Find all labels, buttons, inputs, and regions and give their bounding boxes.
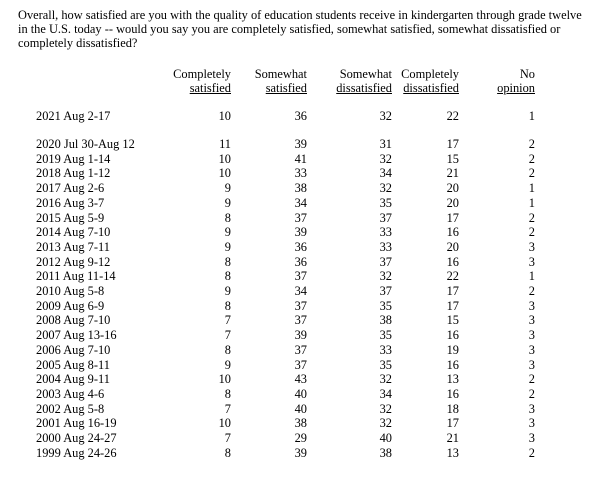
row-value: 38: [379, 445, 392, 460]
table-row: [0, 299, 600, 313]
row-value: 39: [294, 137, 307, 151]
row-value: 1: [528, 269, 535, 284]
row-value: 8: [224, 386, 231, 401]
row-value: 32: [379, 416, 392, 431]
row-value: 33: [294, 166, 307, 181]
row-value: 15: [446, 151, 459, 166]
column-header-completely-satisfied: [173, 67, 231, 95]
row-date: 2001 Aug 16-19: [36, 416, 117, 431]
row-value: 36: [294, 109, 307, 123]
row-date: 2008 Aug 7-10: [36, 313, 111, 328]
row-value: 43: [294, 372, 307, 387]
row-value: 2: [528, 210, 535, 225]
row-date: 2010 Aug 5-8: [36, 284, 105, 298]
row-value: 33: [379, 239, 392, 254]
row-value: 20: [446, 195, 459, 210]
column-header-line2: opinion: [497, 81, 535, 95]
row-value: 1: [528, 181, 535, 196]
row-value: 3: [528, 298, 535, 313]
row-value: 17: [446, 210, 459, 225]
row-value: 39: [294, 328, 307, 343]
row-value: 8: [224, 254, 231, 269]
row-value: 20: [446, 181, 459, 196]
question-text: Overall, how satisfied are you with the quality of education students receive in kindergarten through grade twelve in the U.S. today -- would you say you are completely satisfied, somewhat satisfied, somewhat dissatisfied or completely dissatisfied?: [18, 8, 582, 50]
row-value: 37: [294, 269, 307, 284]
row-value: 36: [294, 254, 307, 269]
row-value: 35: [379, 195, 392, 210]
column-header-line1: No: [519, 67, 535, 81]
row-value: 35: [379, 357, 392, 372]
table-row: [0, 211, 600, 225]
row-value: 19: [446, 342, 459, 357]
table-row: [0, 416, 600, 430]
table-row: [0, 284, 600, 298]
row-value: 10: [218, 416, 231, 431]
column-header-line1: Completely: [173, 67, 231, 81]
row-date: 2007 Aug 13-16: [36, 328, 117, 343]
row-value: 17: [446, 298, 459, 313]
column-header-line2: dissatisfied: [336, 81, 392, 95]
row-value: 41: [294, 151, 307, 166]
table-row: [0, 402, 600, 416]
row-value: 21: [446, 166, 459, 181]
table-row: [0, 343, 600, 357]
row-value: 1: [528, 109, 535, 123]
row-value: 38: [379, 313, 392, 328]
row-value: 7: [224, 313, 231, 328]
row-date: 2009 Aug 6-9: [36, 298, 105, 313]
row-date: 2012 Aug 9-12: [36, 254, 111, 269]
row-value: 16: [446, 328, 459, 343]
row-value: 2: [528, 137, 535, 151]
row-value: 3: [528, 357, 535, 372]
row-value: 17: [446, 416, 459, 431]
column-header-somewhat-satisfied: [255, 67, 307, 95]
row-value: 9: [224, 357, 231, 372]
row-value: 37: [294, 342, 307, 357]
column-header-no-opinion: [497, 67, 535, 95]
row-date: 2017 Aug 2-6: [36, 181, 105, 196]
row-date: 2020 Jul 30-Aug 12: [36, 137, 135, 151]
row-value: 40: [294, 401, 307, 416]
row-value: 36: [294, 239, 307, 254]
row-value: 9: [224, 225, 231, 240]
row-date: 2019 Aug 1-14: [36, 151, 111, 166]
row-value: 39: [294, 445, 307, 460]
table-row: [0, 196, 600, 210]
table-row: [0, 446, 600, 460]
row-value: 37: [294, 313, 307, 328]
row-date: 2002 Aug 5-8: [36, 401, 105, 416]
row-value: 15: [446, 313, 459, 328]
column-header-line1: Completely: [401, 67, 459, 81]
row-date: 2003 Aug 4-6: [36, 386, 105, 401]
table-row: [0, 181, 600, 195]
row-date: 2021 Aug 2-17: [36, 109, 111, 123]
row-value: 17: [446, 284, 459, 298]
row-date: 2016 Aug 3-7: [36, 195, 105, 210]
column-header-completely-dissatisfied: [401, 67, 459, 95]
row-value: 3: [528, 401, 535, 416]
row-value: 29: [294, 431, 307, 445]
table-row: [0, 328, 600, 342]
row-value: 16: [446, 357, 459, 372]
row-date: 2006 Aug 7-10: [36, 342, 111, 357]
row-value: 37: [379, 254, 392, 269]
column-header-line2: dissatisfied: [403, 81, 459, 95]
row-value: 8: [224, 298, 231, 313]
table-row: [0, 372, 600, 386]
row-value: 32: [379, 401, 392, 416]
table-row: [0, 358, 600, 372]
row-value: 7: [224, 328, 231, 343]
row-value: 10: [218, 166, 231, 181]
row-value: 3: [528, 416, 535, 431]
row-date: 2013 Aug 7-11: [36, 239, 110, 254]
row-value: 3: [528, 342, 535, 357]
row-value: 37: [379, 284, 392, 298]
row-value: 3: [528, 313, 535, 328]
row-date: 2015 Aug 5-9: [36, 210, 105, 225]
row-value: 8: [224, 210, 231, 225]
row-value: 40: [294, 386, 307, 401]
row-value: 34: [294, 195, 307, 210]
row-value: 7: [224, 431, 231, 445]
row-value: 39: [294, 225, 307, 240]
row-value: 37: [379, 210, 392, 225]
row-value: 33: [379, 225, 392, 240]
row-value: 13: [446, 445, 459, 460]
row-date: 2004 Aug 9-11: [36, 372, 110, 387]
row-value: 1: [528, 195, 535, 210]
row-value: 32: [379, 181, 392, 196]
row-value: 40: [379, 431, 392, 445]
row-value: 10: [218, 109, 231, 123]
table-row: [0, 240, 600, 254]
row-value: 7: [224, 401, 231, 416]
row-value: 2: [528, 166, 535, 181]
row-value: 16: [446, 225, 459, 240]
table-row: [0, 152, 600, 166]
row-value: 3: [528, 254, 535, 269]
row-date: 2005 Aug 8-11: [36, 357, 110, 372]
row-date: 1999 Aug 24-26: [36, 445, 117, 460]
row-value: 16: [446, 386, 459, 401]
row-value: 17: [446, 137, 459, 151]
row-value: 16: [446, 254, 459, 269]
row-value: 11: [219, 137, 231, 151]
row-value: 22: [446, 109, 459, 123]
row-value: 2: [528, 445, 535, 460]
row-value: 32: [379, 109, 392, 123]
row-value: 37: [294, 298, 307, 313]
row-value: 38: [294, 416, 307, 431]
row-value: 10: [218, 151, 231, 166]
row-value: 3: [528, 328, 535, 343]
row-value: 38: [294, 181, 307, 196]
row-value: 8: [224, 445, 231, 460]
column-header-line1: Somewhat: [254, 67, 307, 81]
table-row: [0, 166, 600, 180]
row-value: 3: [528, 239, 535, 254]
row-value: 34: [294, 284, 307, 298]
row-value: 2: [528, 284, 535, 298]
row-value: 8: [224, 342, 231, 357]
row-value: 2: [528, 372, 535, 387]
table-row: [0, 109, 600, 123]
row-value: 32: [379, 372, 392, 387]
row-value: 10: [218, 372, 231, 387]
table-row: [0, 225, 600, 239]
row-value: 2: [528, 386, 535, 401]
row-value: 2: [528, 151, 535, 166]
table-row: [0, 431, 600, 445]
row-value: 32: [379, 151, 392, 166]
table-row: [0, 313, 600, 327]
row-value: 9: [224, 181, 231, 196]
column-header-line2: satisfied: [265, 81, 307, 95]
row-value: 9: [224, 284, 231, 298]
row-value: 37: [294, 210, 307, 225]
row-value: 35: [379, 328, 392, 343]
row-value: 37: [294, 357, 307, 372]
row-date: 2014 Aug 7-10: [36, 225, 111, 240]
row-value: 3: [528, 431, 535, 445]
row-value: 9: [224, 195, 231, 210]
row-value: 32: [379, 269, 392, 284]
row-value: 2: [528, 225, 535, 240]
row-value: 34: [379, 386, 392, 401]
row-value: 33: [379, 342, 392, 357]
table-row: [0, 269, 600, 283]
row-date: 2011 Aug 11-14: [36, 269, 116, 284]
column-header-somewhat-dissatisfied: [336, 67, 392, 95]
column-header-line2: satisfied: [189, 81, 231, 95]
row-value: 18: [446, 401, 459, 416]
column-header-line1: Somewhat: [339, 67, 392, 81]
row-value: 9: [224, 239, 231, 254]
row-value: 22: [446, 269, 459, 284]
row-value: 35: [379, 298, 392, 313]
row-value: 20: [446, 239, 459, 254]
row-date: 2000 Aug 24-27: [36, 431, 117, 445]
table-row: [0, 255, 600, 269]
row-value: 31: [379, 137, 392, 151]
row-value: 8: [224, 269, 231, 284]
table-row: [0, 387, 600, 401]
row-value: 34: [379, 166, 392, 181]
table-row: [0, 137, 600, 151]
row-value: 13: [446, 372, 459, 387]
row-value: 21: [446, 431, 459, 445]
row-date: 2018 Aug 1-12: [36, 166, 111, 181]
